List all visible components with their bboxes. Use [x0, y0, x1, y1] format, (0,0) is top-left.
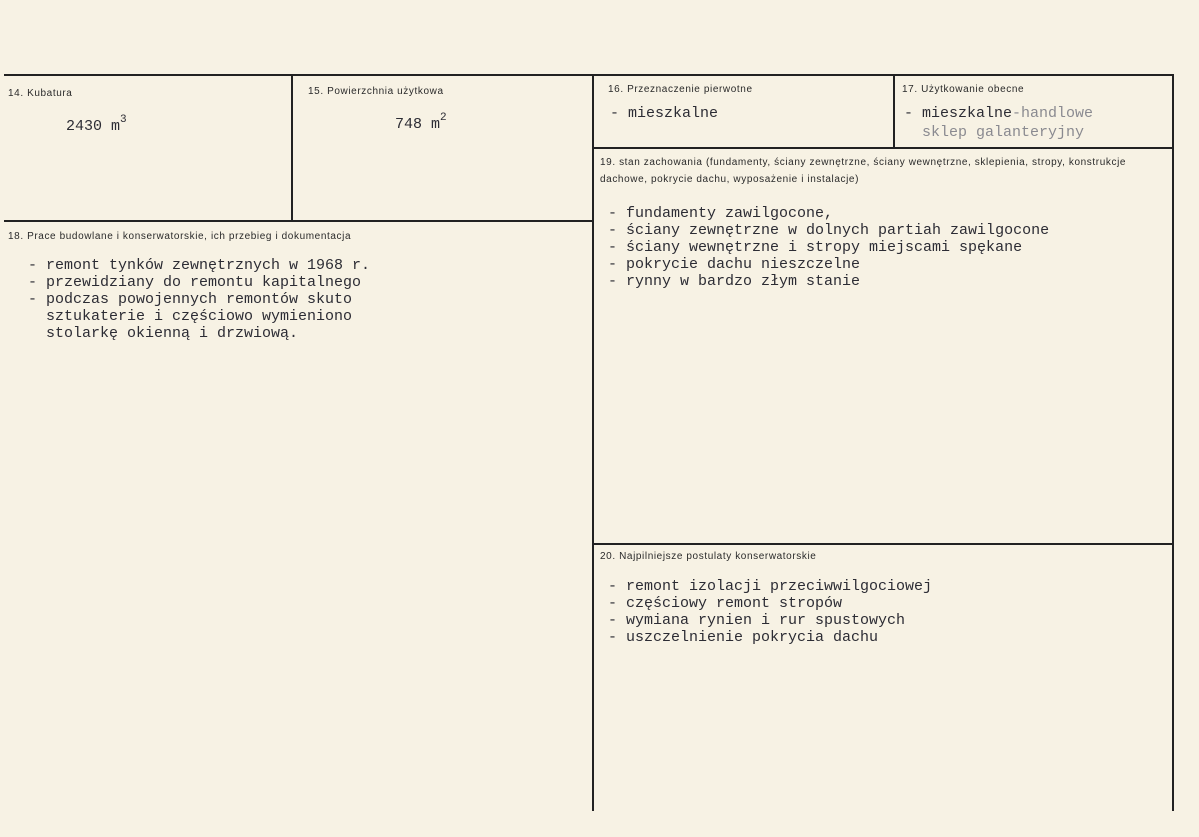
divider-16-17 [893, 76, 895, 148]
list-item: - rynny w bardzo złym stanie [608, 273, 861, 290]
rule-under-19 [593, 543, 1174, 545]
main-divider [592, 76, 594, 811]
rule-under-16-17 [593, 147, 1174, 149]
list-item: - uszczelnienie pokrycia dachu [608, 629, 879, 646]
field-19-list [608, 205, 1049, 290]
list-item: - fundamenty zawilgocone, [608, 205, 834, 222]
list-item: sztukaterie i częściowo wymieniono [28, 308, 353, 325]
list-item: - podczas powojennych remontów skuto [28, 291, 353, 308]
field-15-label: 15. Powierzchnia użytkowa [308, 86, 444, 97]
list-item: - ściany wewnętrzne i stropy miejscami spękane [608, 239, 1023, 256]
list-item: - pokrycie dachu nieszczelne [608, 256, 861, 273]
field-17-value [904, 105, 1093, 122]
current-use-main: - mieszkalne [904, 105, 1013, 122]
list-item: - remont izolacji przeciwwilgociowej [608, 578, 933, 595]
volume-unit: m [111, 118, 121, 135]
list-item: stolarkę okienną i drzwiową. [28, 325, 299, 342]
field-17-value-line2: sklep galanteryjny [922, 124, 1085, 141]
list-item: - częściowy remont stropów [608, 595, 843, 612]
field-16-label: 16. Przeznaczenie pierwotne [608, 84, 753, 95]
field-18-label: 18. Prace budowlane i konserwatorskie, ich przebieg i dokumentacja [8, 231, 352, 242]
volume-exponent: 3 [120, 114, 127, 126]
right-rule [1172, 76, 1174, 811]
rule-under-14-15 [4, 220, 593, 222]
field-14-value [66, 116, 127, 135]
field-18-list [28, 257, 370, 342]
top-rule [4, 74, 1174, 76]
field-17-label: 17. Użytkowanie obecne [902, 84, 1025, 95]
field-16-value: - mieszkalne [610, 105, 719, 122]
field-19-label: 19. stan zachowania (fundamenty, ściany zewnętrzne, ściany wewnętrzne, sklepienia, stropy, konstrukcje dachowe, pokrycie dachu, wyposażenie i instalacje) [600, 157, 1127, 185]
field-15-value [395, 114, 447, 133]
field-20-label: 20. Najpilniejsze postulaty konserwatorskie [600, 551, 817, 562]
field-20-list [608, 578, 932, 646]
field-14-label: 14. Kubatura [8, 88, 73, 99]
area-number: 748 [395, 116, 423, 133]
volume-number: 2430 [66, 118, 103, 135]
list-item: - remont tynków zewnętrznych w 1968 r. [28, 257, 371, 274]
divider-14-15 [291, 76, 293, 221]
list-item: - wymiana rynien i rur spustowych [608, 612, 906, 629]
list-item: - ściany zewnętrzne w dolnych partiah zawilgocone [608, 222, 1050, 239]
list-item: - przewidziany do remontu kapitalnego [28, 274, 362, 291]
current-use-extra: -handlowe [1012, 105, 1094, 122]
area-exponent: 2 [440, 112, 447, 124]
area-unit: m [431, 116, 441, 133]
